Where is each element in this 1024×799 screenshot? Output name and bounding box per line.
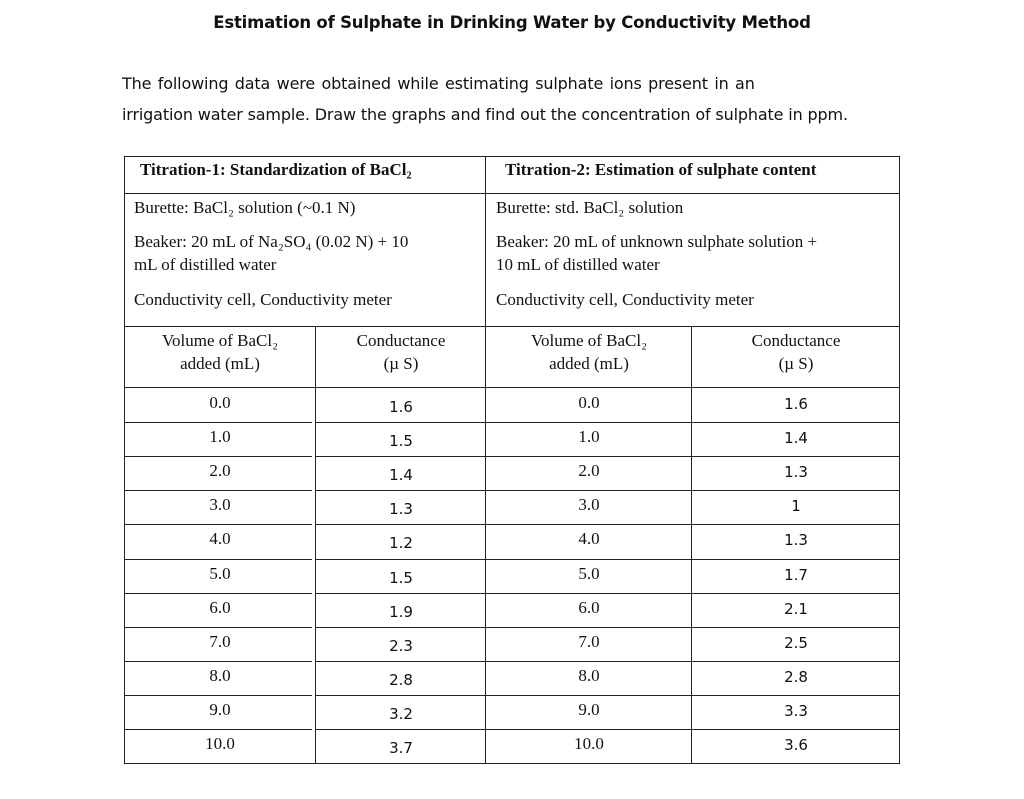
row-divider <box>316 695 900 696</box>
titration1-beaker-line2: mL of distilled water <box>134 255 277 274</box>
titration1-volume-cell: 1.0 <box>209 427 231 447</box>
data-table <box>124 156 900 764</box>
titration2-volume-header-line2: added (mL) <box>549 354 629 373</box>
table-border-bottom <box>124 763 900 764</box>
page-title: Estimation of Sulphate in Drinking Water by Conductivity Method <box>213 13 811 32</box>
row-divider <box>124 661 312 662</box>
table-divider-header <box>124 193 900 194</box>
titration1-conductance-cell: 1.5 <box>389 568 413 587</box>
intro-paragraph <box>122 68 902 130</box>
titration2-conductance-header-line1: Conductance <box>751 331 841 350</box>
table-divider-info <box>124 326 900 327</box>
titration2-volume-header <box>486 329 692 375</box>
titration2-cell: Conductivity cell, Conductivity meter <box>496 290 754 309</box>
row-divider <box>124 422 312 423</box>
titration1-volume-cell: 8.0 <box>209 665 231 685</box>
row-divider <box>124 593 312 594</box>
titration2-volume-cell: 8.0 <box>578 665 600 685</box>
titration2-volume-cell: 1.0 <box>578 427 600 447</box>
titration1-volume-cell: 7.0 <box>209 631 231 651</box>
titration2-burette: Burette: std. BaCl₂ solution <box>496 198 684 217</box>
titration2-conductance-cell: 2.8 <box>784 667 808 686</box>
titration2-volume-cell: 5.0 <box>578 563 600 583</box>
titration2-volume-cell: 10.0 <box>574 734 604 753</box>
titration2-conductance-cell: 1.3 <box>784 531 808 550</box>
titration2-header: Titration-2: Estimation of sulphate content <box>505 160 817 179</box>
titration1-conductance-cell: 2.8 <box>389 670 413 689</box>
row-divider <box>316 661 900 662</box>
titration1-conductance-cell: 1.4 <box>389 466 413 485</box>
column-divider-t1 <box>315 327 316 764</box>
row-divider <box>316 490 900 491</box>
titration2-volume-cell: 0.0 <box>578 393 600 412</box>
row-divider <box>124 695 312 696</box>
titration1-conductance-cell: 1.3 <box>389 500 413 519</box>
row-divider <box>124 524 312 525</box>
table-divider-colhdr <box>124 387 900 388</box>
row-divider <box>316 524 900 525</box>
titration2-volume-cell: 2.0 <box>578 461 600 481</box>
titration1-volume-cell: 4.0 <box>209 529 231 549</box>
titration1-conductance-cell: 1.5 <box>389 432 413 451</box>
titration1-volume-cell: 0.0 <box>209 393 231 412</box>
titration1-conductance-header-line2: (µ S) <box>383 354 419 373</box>
titration2-conductance-cell: 2.5 <box>784 633 808 652</box>
row-divider <box>316 559 900 560</box>
intro-line-2: irrigation water sample. Draw the graphs and find out the concentration of sulphate in ppm. <box>122 105 848 124</box>
titration1-header: Titration-1: Standardization of BaCl₂ <box>140 160 412 179</box>
titration1-burette: Burette: BaCl₂ solution (~0.1 N) <box>134 198 356 217</box>
titration2-volume-cell: 4.0 <box>578 529 600 549</box>
titration1-volume-cell: 6.0 <box>209 597 231 617</box>
titration1-conductance-cell: 3.2 <box>389 704 413 723</box>
row-divider <box>124 559 312 560</box>
titration2-conductance-cell: 1 <box>791 497 801 516</box>
titration1-volume-cell: 5.0 <box>209 563 231 583</box>
row-divider <box>124 729 312 730</box>
titration1-cell: Conductivity cell, Conductivity meter <box>134 290 392 309</box>
titration2-conductance-header-line2: (µ S) <box>778 354 814 373</box>
titration1-volume-cell: 10.0 <box>205 734 235 753</box>
titration2-volume-cell: 3.0 <box>578 495 600 515</box>
titration2-conductance-cell: 3.6 <box>784 736 808 754</box>
titration1-volume-cell: 3.0 <box>209 495 231 515</box>
row-divider <box>316 593 900 594</box>
titration1-volume-header-line2: added (mL) <box>180 354 260 373</box>
titration2-volume-cell: 6.0 <box>578 597 600 617</box>
titration2-conductance-cell: 1.6 <box>784 395 808 413</box>
titration2-volume-header-line1: Volume of BaCl₂ <box>530 331 648 350</box>
row-divider <box>316 422 900 423</box>
table-border-top <box>124 156 900 157</box>
titration2-beaker-line1: Beaker: 20 mL of unknown sulphate solution + <box>496 232 818 251</box>
row-divider <box>316 456 900 457</box>
titration1-conductance-cell: 3.7 <box>389 739 413 757</box>
titration2-conductance-cell: 2.1 <box>784 599 808 618</box>
row-divider <box>124 627 312 628</box>
column-divider-t2 <box>691 327 692 764</box>
titration1-conductance-cell: 1.6 <box>389 398 413 416</box>
row-divider <box>124 490 312 491</box>
titration2-conductance-header <box>692 329 900 375</box>
intro-line-1: The following data were obtained while estimating sulphate ions present in an <box>122 74 755 93</box>
titration2-beaker-line2: 10 mL of distilled water <box>496 255 660 274</box>
titration2-volume-cell: 9.0 <box>578 699 600 719</box>
titration1-conductance-header-line1: Conductance <box>356 331 446 350</box>
titration1-conductance-header <box>316 329 486 375</box>
titration1-volume-cell: 2.0 <box>209 461 231 481</box>
row-divider <box>316 627 900 628</box>
titration1-conductance-cell: 1.9 <box>389 602 413 621</box>
titration1-volume-header <box>124 329 316 375</box>
titration1-conductance-cell: 1.2 <box>389 534 413 553</box>
titration2-volume-cell: 7.0 <box>578 631 600 651</box>
row-divider <box>316 729 900 730</box>
titration1-volume-header-line1: Volume of BaCl₂ <box>161 331 279 350</box>
titration1-conductance-cell: 2.3 <box>389 636 413 655</box>
row-divider <box>124 456 312 457</box>
titration1-beaker-line1: Beaker: 20 mL of Na₂SO₄ (0.02 N) + 10 <box>134 232 409 251</box>
titration2-conductance-cell: 1.3 <box>784 463 808 482</box>
titration1-volume-cell: 9.0 <box>209 699 231 719</box>
titration2-conductance-cell: 1.7 <box>784 565 808 584</box>
titration2-conductance-cell: 1.4 <box>784 429 808 448</box>
titration2-conductance-cell: 3.3 <box>784 701 808 720</box>
